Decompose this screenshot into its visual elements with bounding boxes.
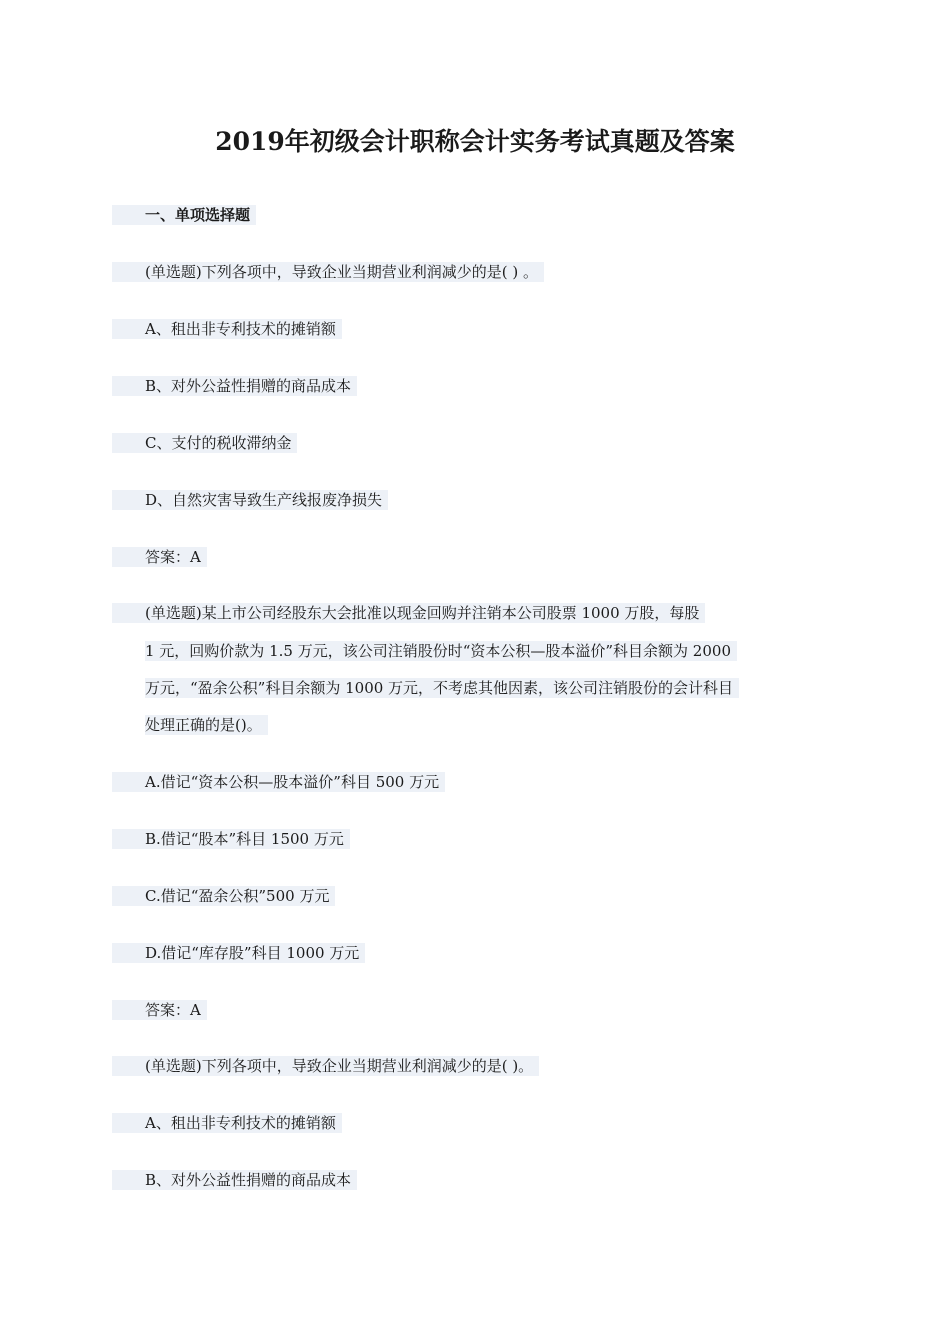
question-2-stem-line-4 [145, 715, 268, 735]
question-2-answer [145, 1000, 207, 1020]
question-3-option-b [145, 1170, 357, 1190]
answer-text: 答案：A [112, 547, 207, 567]
option-text: A、租出非专利技术的摊销额 [112, 319, 342, 339]
question-3-stem-text: (单选题)下列各项中，导致企业当期营业利润减少的是( )。 [112, 1056, 539, 1076]
question-1-stem-text: (单选题)下列各项中，导致企业当期营业利润减少的是( ) 。 [112, 262, 544, 282]
document-title: 2019年初级会计职称会计实务考试真题及答案 [215, 127, 735, 156]
option-text: A、租出非专利技术的摊销额 [112, 1113, 342, 1133]
option-text: C、支付的税收滞纳金 [112, 433, 297, 453]
question-1-answer [145, 547, 207, 567]
stem-line: 万元，“盈余公积”科目余额为 1000 万元，不考虑其他因素，该公司注销股份的会计科目 [145, 678, 739, 698]
question-2-stem-line-2 [145, 641, 737, 661]
option-text: D.借记“库存股”科目 1000 万元 [112, 943, 365, 963]
question-3-stem [145, 1056, 539, 1076]
question-2-option-d [145, 943, 365, 963]
question-1-option-b [145, 376, 357, 396]
question-3-option-a [145, 1113, 342, 1133]
stem-line: (单选题)某上市公司经股东大会批准以现金回购并注销本公司股票 1000 万股，每股 [112, 603, 705, 623]
question-2-stem-line-1 [145, 603, 705, 623]
option-text: D、自然灾害导致生产线报废净损失 [112, 490, 388, 510]
question-1-option-c [145, 433, 297, 453]
question-1-stem [145, 262, 544, 282]
question-1-option-d [145, 490, 388, 510]
section-heading-text: 一、单项选择题 [112, 205, 256, 225]
stem-line: 1 元，回购价款为 1.5 万元，该公司注销股份时“资本公积—股本溢价”科目余额为 2000 [145, 641, 737, 661]
option-text: C.借记“盈余公积”500 万元 [112, 886, 335, 906]
stem-line: 处理正确的是()。 [145, 715, 268, 735]
question-2-stem-line-3 [145, 678, 739, 698]
question-2-option-a [145, 772, 445, 792]
question-2-option-b [145, 829, 350, 849]
question-2-option-c [145, 886, 335, 906]
option-text: B.借记“股本”科目 1500 万元 [112, 829, 350, 849]
section-heading [145, 205, 256, 225]
answer-text: 答案：A [112, 1000, 207, 1020]
option-text: B、对外公益性捐赠的商品成本 [112, 376, 357, 396]
option-text: B、对外公益性捐赠的商品成本 [112, 1170, 357, 1190]
question-1-option-a [145, 319, 342, 339]
option-text: A.借记“资本公积—股本溢价”科目 500 万元 [112, 772, 445, 792]
